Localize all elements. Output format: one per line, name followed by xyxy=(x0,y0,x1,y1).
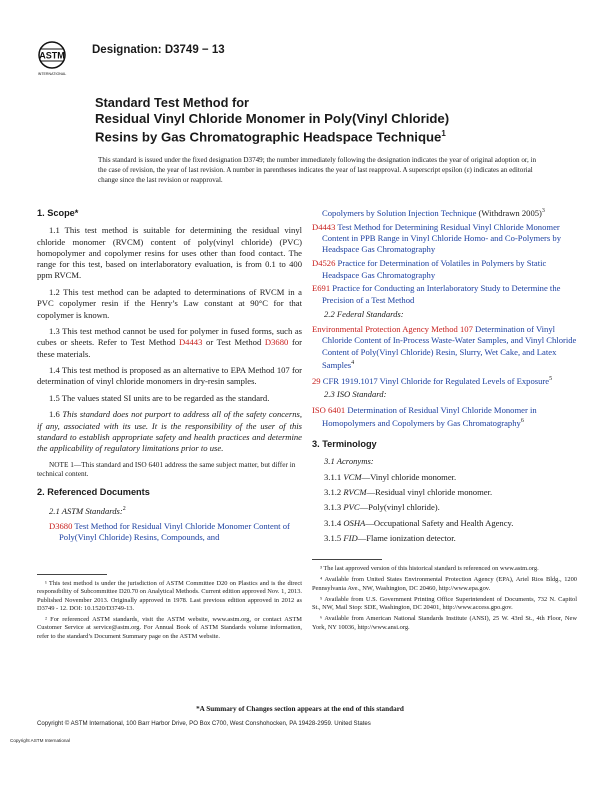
ref-sup: 5 xyxy=(549,375,553,382)
scope-1-3-text-a: 1.3 This test method cannot be used for polymer in fused forms, such as cubes or sheets. Refer to Test Method xyxy=(37,326,302,348)
ref-sup: 6 xyxy=(520,417,524,424)
logo-subtext: INTERNATIONAL xyxy=(37,72,67,76)
ref-epa-107[interactable] xyxy=(312,324,577,371)
referenced-heading: 2. Referenced Documents xyxy=(37,486,150,497)
term-num: 3.1.3 xyxy=(324,502,344,513)
term-num: 3.1.1 xyxy=(324,471,344,482)
copyright-small: Copyright ASTM International xyxy=(10,738,71,743)
footnote-4: ⁴ Available from United States Environmental Protection Agency (EPA), Ariel Rios Bldg., 1200 Pennsylvania Ave., NW, Washington, DC 20460, http://www.epa.gov. xyxy=(312,576,577,592)
ref-text[interactable]: Test Method for Residual Vinyl Chloride Monomer Content of Poly(Vinyl Chloride) Resins, Compounds, and xyxy=(59,521,290,543)
summary-of-changes-notice: *A Summary of Changes section appears at the end of this standard xyxy=(196,705,404,713)
ref-code[interactable]: D4443 xyxy=(312,221,336,232)
ref-text[interactable]: Determination of Vinyl Chloride Content of In-Process Waste-Water Samples, and Vinyl Chloride Content of Poly(Vinyl Chloride) Resin, Slurry, Wet Cake, and Latex Samples xyxy=(322,323,577,370)
acronyms-label-text: 3.1 Acronyms: xyxy=(324,456,374,467)
left-column xyxy=(37,208,302,546)
ref-sup: 4 xyxy=(351,359,355,366)
ref-29-cfr[interactable] xyxy=(312,374,577,387)
link-d3680[interactable]: D3680 xyxy=(264,337,289,348)
footnote-2: ² For referenced ASTM standards, visit the ASTM website, www.astm.org, or contact ASTM Customer Service at service@astm.org. For Annual Book of ASTM Standards volume information, refer to the standard’s Document Summary page on the ASTM website. xyxy=(37,616,302,640)
ref-suffix: (Withdrawn 2005) xyxy=(476,207,542,218)
ref-code[interactable]: E691 xyxy=(312,283,331,294)
title-line-1: Standard Test Method for xyxy=(95,95,250,110)
term-def: —Vinyl chloride monomer. xyxy=(361,471,457,482)
logo-text: ASTM xyxy=(39,50,65,61)
scope-1-4: 1.4 This test method is proposed as an alternative to EPA Method 107 for determination of vinyl chloride monomers in dry-resin samples. xyxy=(37,365,302,387)
acronyms-label xyxy=(312,456,577,467)
astm-logo xyxy=(33,40,89,78)
scope-1-2: 1.2 This test method can be adapted to determinations of RVCM in a PVC copolymer resin if the Henry’s Law constant at 90°C for that copolymer is known. xyxy=(37,286,302,320)
footnotes-left xyxy=(37,580,302,641)
footnote-3: ³ The last approved version of this historical standard is referenced on www.astm.org. xyxy=(320,565,539,572)
term-num: 3.1.2 xyxy=(324,486,344,497)
term-osha xyxy=(312,518,577,529)
astm-standards-label-text: 2.1 ASTM Standards: xyxy=(49,505,123,516)
ref-d3680-cont[interactable] xyxy=(312,206,577,219)
astm-standards-label xyxy=(37,504,302,517)
term-fid xyxy=(312,533,577,544)
ref-text[interactable]: Copolymers by Solution Injection Technique xyxy=(322,207,477,218)
term-def: —Poly(vinyl chloride). xyxy=(359,502,440,513)
copyright-line: Copyright © ASTM International, 100 Barr Harbor Drive, PO Box C700, West Conshohocken, PA 19428-2959. United States xyxy=(37,720,371,727)
scope-1-3 xyxy=(37,326,302,360)
scope-1-6 xyxy=(37,409,302,454)
ref-code[interactable]: 29 xyxy=(312,375,321,386)
term-num: 3.1.4 xyxy=(324,517,344,528)
iso-standard-label-text: 2.3 ISO Standard: xyxy=(324,389,387,400)
ref-iso-6401[interactable] xyxy=(312,405,577,429)
scope-1-5: 1.5 The values stated SI units are to be regarded as the standard. xyxy=(49,392,270,403)
term-def: —Occupational Safety and Health Agency. xyxy=(365,517,514,528)
footnote-rule-left xyxy=(37,574,107,575)
term-name: PVC xyxy=(343,502,360,513)
ref-sup: 3 xyxy=(541,208,545,214)
title-line-3 xyxy=(95,126,525,145)
scope-1-3-text-c: for these materials. xyxy=(37,337,302,359)
title-footnote-ref: 1 xyxy=(441,129,446,138)
footnote-1: ¹ This test method is under the jurisdiction of ASTM Committee D20 on Plastics and is the direct responsibility of Subcommittee D20.70 on Analytical Methods. Current edition approved Nov. 1, 2013. Published November 2013. Originally approved in 1978. Last previous edition approved in 2012 as D3749 - 12. DOI: 10.1520/D3749-13. xyxy=(37,580,302,612)
astm-standards-sup: 2 xyxy=(122,505,126,512)
term-name: OSHA xyxy=(343,517,366,528)
term-name: RVCM xyxy=(343,486,367,497)
ref-code[interactable]: ISO 6401 xyxy=(312,404,346,415)
designation: Designation: D3749 − 13 xyxy=(92,44,225,56)
iso-standard-label xyxy=(312,389,577,400)
scope-1-6-text: This standard does not purport to address all of the safety concerns, if any, associated with its use. It is the responsibility of the user of this standard to establish appropriate safety and health practices and determine the applicability of regulatory limitations prior to use. xyxy=(37,409,303,454)
scope-1-6-num: 1.6 xyxy=(49,409,63,420)
ref-code[interactable]: Environmental Protection Agency Method 107 xyxy=(312,323,473,334)
term-vcm xyxy=(312,472,577,483)
term-num: 3.1.5 xyxy=(324,532,344,543)
ref-d4526[interactable] xyxy=(312,258,577,281)
term-rvcm xyxy=(312,487,577,498)
ref-text[interactable]: Test Method for Determining Residual Vinyl Chloride Monomer Content in PPB Range in Vinyl Chloride Homo- and Co-Polymers by Headspace Gas Chromatography xyxy=(322,221,561,255)
ref-text[interactable]: Practice for Determination of Volatiles in Polymers by Static Headspace Gas Chromatography xyxy=(322,258,547,280)
ref-code[interactable]: D4526 xyxy=(312,258,336,269)
note-1: NOTE 1—This standard and ISO 6401 address the same subject matter, but differ in technical content. xyxy=(37,459,296,479)
scope-1-3-text-b: or Test Method xyxy=(202,337,265,348)
terminology-heading: 3. Terminology xyxy=(312,439,377,450)
term-def: —Flame ionization detector. xyxy=(357,532,456,543)
title-line-2: Residual Vinyl Chloride Monomer in Poly(Vinyl Chloride) xyxy=(95,110,450,126)
ref-text[interactable]: CFR 1919.1017 Vinyl Chloride for Regulated Levels of Exposure xyxy=(320,375,550,386)
ref-text[interactable]: Determination of Residual Vinyl Chloride Monomer in Homopolymers and Copolymers by Gas Chromatography xyxy=(322,404,537,428)
footnotes-right xyxy=(312,565,577,632)
footnote-rule-right xyxy=(312,559,382,560)
ref-text[interactable]: Practice for Conducting an Interlaboratory Study to Determine the Precision of a Test Method xyxy=(322,283,561,305)
term-name: VCM xyxy=(343,471,362,482)
ref-code[interactable]: D3680 xyxy=(49,521,73,532)
title-line-3-text: Resins by Gas Chromatographic Headspace Technique xyxy=(95,129,442,145)
footnote-6: ⁶ Available from American National Standards Institute (ANSI), 25 W. 43rd St., 4th Floor, New York, NY 10036, http://www.ansi.org. xyxy=(312,615,577,631)
link-d4443[interactable]: D4443 xyxy=(178,337,203,348)
scope-1-1: 1.1 This test method is suitable for determining the residual vinyl chloride monomer (RVCM) content of poly(vinyl chloride) (PVC) homopolymer and copolymer resins for uses other than food contact. The range for this test, based on interlaboratory evaluation, is from 0.1 to 400 ppm RVCM. xyxy=(37,225,302,281)
ref-d3680[interactable] xyxy=(37,521,302,544)
term-def: —Residual vinyl chloride monomer. xyxy=(366,486,493,497)
term-pvc xyxy=(312,502,577,513)
issuance-notice: This standard is issued under the fixed designation D3749; the number immediately following the designation indicates the year of original adoption or, in the case of revision, the year of last revision. A number in parentheses indicates the year of last reapproval. A superscript epsilon (ε) indicates an editorial change since the last revision or reapproval. xyxy=(98,156,537,184)
term-name: FID xyxy=(343,532,358,543)
right-column xyxy=(312,206,577,548)
federal-standards-label xyxy=(312,309,577,320)
ref-d4443[interactable] xyxy=(312,222,577,256)
federal-standards-label-text: 2.2 Federal Standards: xyxy=(324,308,404,319)
scope-heading: 1. Scope* xyxy=(37,208,79,218)
document-title xyxy=(95,95,525,145)
ref-e691[interactable] xyxy=(312,283,577,306)
footnote-5: ⁵ Available from U.S. Government Printing Office Superintendent of Documents, 732 N. Capitol St., NW, Mail Stop: SDE, Washington, DC 20401, http://www.access.gpo.gov. xyxy=(312,595,577,612)
